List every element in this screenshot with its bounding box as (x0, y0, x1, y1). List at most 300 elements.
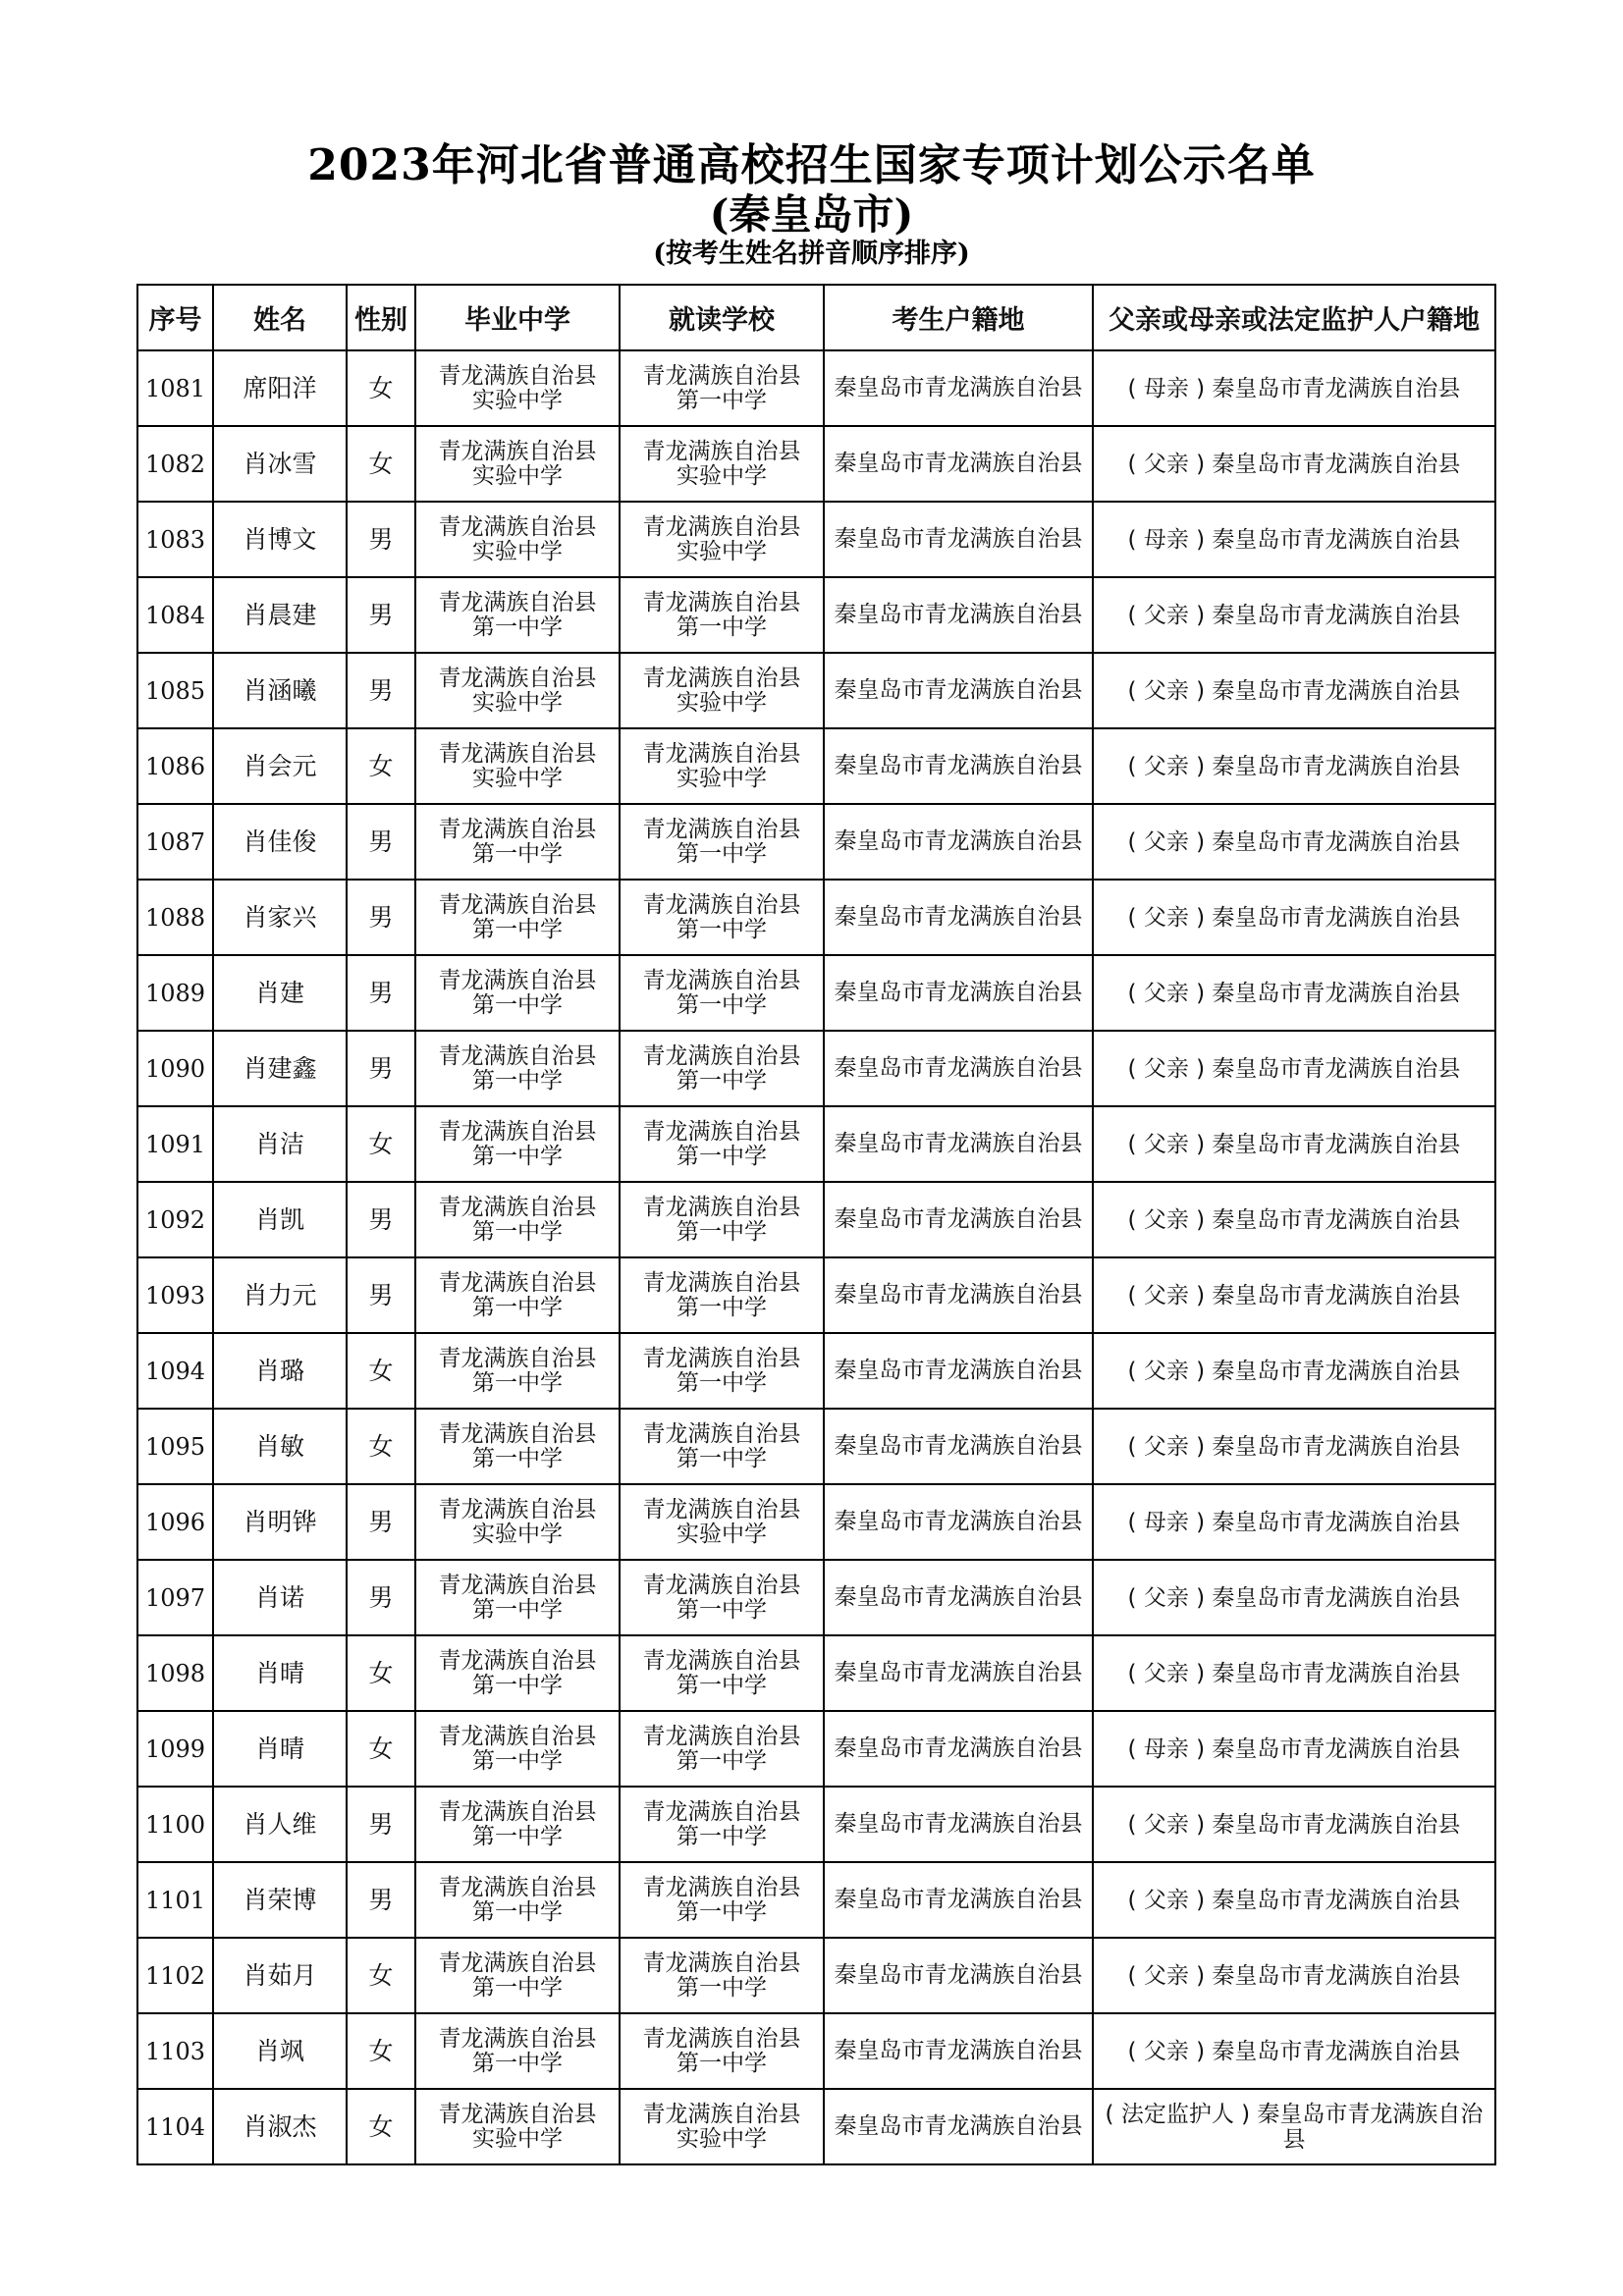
cell-no: 1094 (137, 1333, 213, 1409)
cell-current-school-line-2: 第一中学 (676, 1672, 767, 1698)
cell-graduation-school (415, 1333, 620, 1409)
cell-no: 1093 (137, 1257, 213, 1333)
table-row (137, 502, 1495, 577)
cell-current-school-line-2: 第一中学 (676, 1294, 767, 1320)
cell-current-school-line-2: 实验中学 (676, 765, 767, 791)
cell-graduation-school-line-1: 青龙满族自治县 (438, 589, 597, 615)
cell-student-household: 秦皇岛市青龙满族自治县 (824, 577, 1093, 653)
table-row (137, 1106, 1495, 1182)
cell-sex: 男 (347, 1031, 415, 1106)
cell-current-school-line-2: 第一中学 (676, 1596, 767, 1623)
cell-current-school-line-2: 第一中学 (676, 1898, 767, 1925)
cell-sex: 男 (347, 653, 415, 728)
cell-graduation-school (415, 426, 620, 502)
cell-parent-household: ( 父亲 ) 秦皇岛市青龙满族自治县 (1093, 426, 1495, 502)
cell-no: 1085 (137, 653, 213, 728)
cell-sex: 女 (347, 1106, 415, 1182)
cell-current-school-line-2: 第一中学 (676, 1747, 767, 1774)
cell-graduation-school-line-1: 青龙满族自治县 (438, 740, 597, 767)
cell-current-school-line-2: 第一中学 (676, 1369, 767, 1396)
cell-parent-household: ( 母亲 ) 秦皇岛市青龙满族自治县 (1093, 502, 1495, 577)
cell-no: 1095 (137, 1409, 213, 1484)
cell-graduation-school-line-2: 第一中学 (472, 1067, 563, 1094)
cell-graduation-school-line-2: 实验中学 (472, 2125, 563, 2152)
cell-current-school-line-1: 青龙满族自治县 (642, 1042, 801, 1069)
cell-current-school-line-2: 第一中学 (676, 916, 767, 942)
cell-current-school-line-1: 青龙满族自治县 (642, 1572, 801, 1598)
cell-no: 1087 (137, 804, 213, 880)
cell-current-school (620, 2013, 824, 2089)
header-parent-household: 父亲或母亲或法定监护人户籍地 (1093, 285, 1495, 350)
table-row (137, 1333, 1495, 1409)
cell-graduation-school-line-1: 青龙满族自治县 (438, 1496, 597, 1522)
cell-student-household: 秦皇岛市青龙满族自治县 (824, 1484, 1093, 1560)
cell-current-school-line-1: 青龙满族自治县 (642, 2101, 801, 2127)
cell-current-school-line-2: 第一中学 (676, 614, 767, 640)
cell-parent-household: ( 父亲 ) 秦皇岛市青龙满族自治县 (1093, 955, 1495, 1031)
cell-graduation-school-line-2: 第一中学 (472, 1898, 563, 1925)
cell-name: 肖璐 (213, 1333, 347, 1409)
cell-name: 肖荣博 (213, 1862, 347, 1938)
cell-name: 肖佳俊 (213, 804, 347, 880)
cell-parent-household: ( 母亲 ) 秦皇岛市青龙满族自治县 (1093, 350, 1495, 426)
cell-graduation-school-line-2: 第一中学 (472, 1596, 563, 1623)
cell-current-school-line-1: 青龙满族自治县 (642, 1269, 801, 1296)
cell-current-school-line-2: 第一中学 (676, 840, 767, 867)
cell-current-school (620, 1333, 824, 1409)
cell-parent-household: ( 父亲 ) 秦皇岛市青龙满族自治县 (1093, 1787, 1495, 1862)
cell-sex: 男 (347, 1257, 415, 1333)
cell-parent-household: ( 母亲 ) 秦皇岛市青龙满族自治县 (1093, 1484, 1495, 1560)
header-graduation-school: 毕业中学 (415, 285, 620, 350)
cell-graduation-school-line-1: 青龙满族自治县 (438, 891, 597, 918)
cell-student-household: 秦皇岛市青龙满族自治县 (824, 728, 1093, 804)
cell-graduation-school-line-1: 青龙满族自治县 (438, 1420, 597, 1447)
table-row (137, 2089, 1495, 2164)
cell-graduation-school-line-2: 实验中学 (472, 1521, 563, 1547)
cell-graduation-school (415, 502, 620, 577)
cell-parent-household: ( 父亲 ) 秦皇岛市青龙满族自治县 (1093, 1409, 1495, 1484)
cell-current-school-line-2: 第一中学 (676, 387, 767, 413)
cell-no: 1082 (137, 426, 213, 502)
cell-sex: 女 (347, 1635, 415, 1711)
cell-student-household: 秦皇岛市青龙满族自治县 (824, 880, 1093, 955)
cell-student-household: 秦皇岛市青龙满族自治县 (824, 1560, 1093, 1635)
cell-graduation-school-line-1: 青龙满族自治县 (438, 967, 597, 993)
cell-current-school (620, 1484, 824, 1560)
cell-no: 1090 (137, 1031, 213, 1106)
cell-sex: 女 (347, 1711, 415, 1787)
document-title: 2023年河北省普通高校招生国家专项计划公示名单 (307, 140, 1316, 190)
cell-parent-household: ( 法定监护人 ) 秦皇岛市青龙满族自治县 (1093, 2089, 1495, 2164)
cell-current-school (620, 955, 824, 1031)
cell-graduation-school (415, 880, 620, 955)
cell-no: 1086 (137, 728, 213, 804)
cell-graduation-school-line-2: 第一中学 (472, 2050, 563, 2076)
cell-no: 1088 (137, 880, 213, 955)
cell-graduation-school (415, 1484, 620, 1560)
cell-no: 1101 (137, 1862, 213, 1938)
cell-graduation-school-line-1: 青龙满族自治县 (438, 1572, 597, 1598)
cell-current-school (620, 1409, 824, 1484)
cell-parent-household: ( 父亲 ) 秦皇岛市青龙满族自治县 (1093, 728, 1495, 804)
cell-current-school (620, 653, 824, 728)
cell-parent-household: ( 父亲 ) 秦皇岛市青龙满族自治县 (1093, 1182, 1495, 1257)
cell-graduation-school-line-2: 第一中学 (472, 840, 563, 867)
cell-current-school-line-1: 青龙满族自治县 (642, 665, 801, 691)
cell-parent-household: ( 父亲 ) 秦皇岛市青龙满族自治县 (1093, 1106, 1495, 1182)
cell-current-school-line-1: 青龙满族自治县 (642, 1798, 801, 1825)
cell-current-school (620, 1938, 824, 2013)
cell-no: 1099 (137, 1711, 213, 1787)
cell-name: 肖洁 (213, 1106, 347, 1182)
header-name: 姓名 (213, 285, 347, 350)
cell-sex: 男 (347, 804, 415, 880)
cell-parent-household: ( 父亲 ) 秦皇岛市青龙满族自治县 (1093, 1333, 1495, 1409)
cell-graduation-school-line-1: 青龙满族自治县 (438, 1798, 597, 1825)
cell-student-household: 秦皇岛市青龙满族自治县 (824, 804, 1093, 880)
cell-name: 肖凯 (213, 1182, 347, 1257)
table-row (137, 1862, 1495, 1938)
cell-sex: 女 (347, 350, 415, 426)
cell-sex: 男 (347, 1862, 415, 1938)
cell-current-school (620, 1711, 824, 1787)
table-row (137, 1484, 1495, 1560)
table-row (137, 653, 1495, 728)
table-row (137, 1182, 1495, 1257)
student-list-table (136, 284, 1496, 2165)
cell-current-school-line-2: 第一中学 (676, 991, 767, 1018)
cell-sex: 男 (347, 577, 415, 653)
cell-parent-household: ( 父亲 ) 秦皇岛市青龙满族自治县 (1093, 1257, 1495, 1333)
table-row (137, 1938, 1495, 2013)
table-row (137, 350, 1495, 426)
cell-name: 肖茹月 (213, 1938, 347, 2013)
cell-current-school-line-2: 实验中学 (676, 462, 767, 489)
cell-sex: 男 (347, 1787, 415, 1862)
cell-student-household: 秦皇岛市青龙满族自治县 (824, 1106, 1093, 1182)
cell-no: 1102 (137, 1938, 213, 2013)
cell-name: 肖家兴 (213, 880, 347, 955)
cell-no: 1089 (137, 955, 213, 1031)
cell-sex: 女 (347, 728, 415, 804)
cell-name: 肖冰雪 (213, 426, 347, 502)
cell-current-school-line-1: 青龙满族自治县 (642, 1949, 801, 1976)
cell-current-school-line-2: 第一中学 (676, 1974, 767, 2001)
cell-current-school (620, 1182, 824, 1257)
table-row (137, 2013, 1495, 2089)
cell-graduation-school-line-2: 实验中学 (472, 689, 563, 716)
cell-no: 1084 (137, 577, 213, 653)
cell-graduation-school-line-1: 青龙满族自治县 (438, 1194, 597, 1220)
table-row (137, 1409, 1495, 1484)
cell-graduation-school (415, 653, 620, 728)
cell-student-household: 秦皇岛市青龙满族自治县 (824, 2013, 1093, 2089)
cell-parent-household: ( 父亲 ) 秦皇岛市青龙满族自治县 (1093, 1560, 1495, 1635)
cell-graduation-school-line-2: 第一中学 (472, 614, 563, 640)
cell-graduation-school-line-2: 第一中学 (472, 1672, 563, 1698)
cell-current-school (620, 1787, 824, 1862)
cell-graduation-school-line-1: 青龙满族自治县 (438, 1874, 597, 1900)
cell-graduation-school (415, 1182, 620, 1257)
cell-graduation-school-line-1: 青龙满族自治县 (438, 665, 597, 691)
cell-graduation-school (415, 1938, 620, 2013)
header-sex: 性别 (347, 285, 415, 350)
cell-graduation-school (415, 577, 620, 653)
cell-current-school (620, 728, 824, 804)
cell-current-school-line-2: 第一中学 (676, 1218, 767, 1245)
cell-name: 肖飒 (213, 2013, 347, 2089)
cell-current-school-line-2: 第一中学 (676, 1143, 767, 1169)
cell-graduation-school (415, 955, 620, 1031)
cell-no: 1098 (137, 1635, 213, 1711)
cell-student-household: 秦皇岛市青龙满族自治县 (824, 653, 1093, 728)
cell-graduation-school-line-1: 青龙满族自治县 (438, 1345, 597, 1371)
cell-current-school (620, 1031, 824, 1106)
cell-current-school (620, 1560, 824, 1635)
table-row (137, 1635, 1495, 1711)
cell-student-household: 秦皇岛市青龙满族自治县 (824, 2089, 1093, 2164)
cell-current-school (620, 502, 824, 577)
cell-graduation-school-line-2: 实验中学 (472, 387, 563, 413)
table-row (137, 804, 1495, 880)
header-student-household: 考生户籍地 (824, 285, 1093, 350)
cell-student-household: 秦皇岛市青龙满族自治县 (824, 1787, 1093, 1862)
cell-graduation-school-line-1: 青龙满族自治县 (438, 1647, 597, 1674)
table-row (137, 1787, 1495, 1862)
cell-sex: 女 (347, 426, 415, 502)
cell-student-household: 秦皇岛市青龙满族自治县 (824, 350, 1093, 426)
cell-sex: 女 (347, 2089, 415, 2164)
cell-name: 肖晨建 (213, 577, 347, 653)
cell-current-school-line-2: 实验中学 (676, 1521, 767, 1547)
cell-current-school-line-1: 青龙满族自治县 (642, 816, 801, 842)
cell-parent-household: ( 父亲 ) 秦皇岛市青龙满族自治县 (1093, 880, 1495, 955)
cell-graduation-school (415, 1106, 620, 1182)
cell-parent-household: ( 母亲 ) 秦皇岛市青龙满族自治县 (1093, 1711, 1495, 1787)
cell-graduation-school-line-1: 青龙满族自治县 (438, 1269, 597, 1296)
cell-sex: 男 (347, 1560, 415, 1635)
cell-no: 1092 (137, 1182, 213, 1257)
cell-graduation-school-line-2: 第一中学 (472, 991, 563, 1018)
document-subtitle-city: (秦皇岛市) (709, 190, 914, 239)
cell-graduation-school (415, 1560, 620, 1635)
cell-graduation-school-line-2: 第一中学 (472, 1143, 563, 1169)
cell-student-household: 秦皇岛市青龙满族自治县 (824, 426, 1093, 502)
cell-name: 肖博文 (213, 502, 347, 577)
cell-name: 肖明铧 (213, 1484, 347, 1560)
cell-current-school-line-1: 青龙满族自治县 (642, 1496, 801, 1522)
cell-graduation-school-line-2: 第一中学 (472, 1823, 563, 1849)
cell-current-school-line-2: 实验中学 (676, 2125, 767, 2152)
cell-sex: 女 (347, 2013, 415, 2089)
cell-current-school (620, 350, 824, 426)
cell-graduation-school-line-2: 第一中学 (472, 1369, 563, 1396)
cell-graduation-school-line-1: 青龙满族自治县 (438, 438, 597, 464)
cell-current-school-line-1: 青龙满族自治县 (642, 1647, 801, 1674)
cell-current-school (620, 1106, 824, 1182)
cell-current-school-line-2: 第一中学 (676, 1067, 767, 1094)
cell-graduation-school (415, 1031, 620, 1106)
cell-graduation-school (415, 350, 620, 426)
cell-graduation-school-line-1: 青龙满族自治县 (438, 513, 597, 540)
cell-graduation-school (415, 1862, 620, 1938)
cell-no: 1097 (137, 1560, 213, 1635)
cell-parent-household: ( 父亲 ) 秦皇岛市青龙满族自治县 (1093, 1031, 1495, 1106)
cell-name: 肖涵曦 (213, 653, 347, 728)
cell-student-household: 秦皇岛市青龙满族自治县 (824, 1182, 1093, 1257)
cell-current-school (620, 426, 824, 502)
cell-graduation-school-line-1: 青龙满族自治县 (438, 816, 597, 842)
cell-current-school-line-1: 青龙满族自治县 (642, 891, 801, 918)
table-header-row (137, 285, 1495, 350)
table-row (137, 577, 1495, 653)
cell-parent-household: ( 父亲 ) 秦皇岛市青龙满族自治县 (1093, 804, 1495, 880)
cell-graduation-school-line-2: 实验中学 (472, 462, 563, 489)
cell-current-school (620, 1635, 824, 1711)
cell-graduation-school (415, 728, 620, 804)
cell-student-household: 秦皇岛市青龙满族自治县 (824, 1333, 1093, 1409)
cell-graduation-school-line-1: 青龙满族自治县 (438, 1042, 597, 1069)
cell-current-school (620, 1257, 824, 1333)
cell-current-school-line-1: 青龙满族自治县 (642, 1420, 801, 1447)
cell-current-school-line-1: 青龙满族自治县 (642, 1874, 801, 1900)
cell-student-household: 秦皇岛市青龙满族自治县 (824, 1862, 1093, 1938)
cell-graduation-school-line-2: 第一中学 (472, 1445, 563, 1471)
cell-current-school (620, 577, 824, 653)
cell-name: 肖力元 (213, 1257, 347, 1333)
cell-current-school-line-2: 第一中学 (676, 2050, 767, 2076)
cell-name: 肖建鑫 (213, 1031, 347, 1106)
cell-graduation-school-line-2: 实验中学 (472, 538, 563, 564)
header-current-school: 就读学校 (620, 285, 824, 350)
cell-sex: 男 (347, 955, 415, 1031)
cell-graduation-school-line-1: 青龙满族自治县 (438, 1949, 597, 1976)
cell-student-household: 秦皇岛市青龙满族自治县 (824, 1409, 1093, 1484)
cell-graduation-school (415, 1409, 620, 1484)
cell-graduation-school-line-1: 青龙满族自治县 (438, 362, 597, 389)
table-row (137, 880, 1495, 955)
cell-name: 肖建 (213, 955, 347, 1031)
cell-parent-household: ( 父亲 ) 秦皇岛市青龙满族自治县 (1093, 653, 1495, 728)
cell-sex: 男 (347, 880, 415, 955)
cell-current-school-line-2: 实验中学 (676, 538, 767, 564)
cell-current-school-line-1: 青龙满族自治县 (642, 1345, 801, 1371)
cell-sex: 男 (347, 502, 415, 577)
cell-student-household: 秦皇岛市青龙满族自治县 (824, 1635, 1093, 1711)
cell-no: 1104 (137, 2089, 213, 2164)
cell-current-school-line-1: 青龙满族自治县 (642, 438, 801, 464)
cell-name: 肖晴 (213, 1635, 347, 1711)
cell-current-school-line-1: 青龙满族自治县 (642, 967, 801, 993)
cell-current-school-line-2: 第一中学 (676, 1823, 767, 1849)
cell-parent-household: ( 父亲 ) 秦皇岛市青龙满族自治县 (1093, 1862, 1495, 1938)
table-row (137, 955, 1495, 1031)
cell-parent-household: ( 父亲 ) 秦皇岛市青龙满族自治县 (1093, 577, 1495, 653)
cell-name: 肖诺 (213, 1560, 347, 1635)
cell-graduation-school-line-2: 第一中学 (472, 1747, 563, 1774)
cell-current-school-line-1: 青龙满族自治县 (642, 513, 801, 540)
cell-sex: 男 (347, 1484, 415, 1560)
cell-current-school-line-1: 青龙满族自治县 (642, 1194, 801, 1220)
cell-name: 肖会元 (213, 728, 347, 804)
cell-name: 肖晴 (213, 1711, 347, 1787)
cell-sex: 女 (347, 1333, 415, 1409)
cell-graduation-school (415, 804, 620, 880)
cell-sex: 男 (347, 1182, 415, 1257)
cell-sex: 女 (347, 1409, 415, 1484)
table-row (137, 426, 1495, 502)
cell-current-school-line-1: 青龙满族自治县 (642, 362, 801, 389)
cell-parent-household: ( 父亲 ) 秦皇岛市青龙满族自治县 (1093, 1938, 1495, 2013)
cell-graduation-school (415, 2013, 620, 2089)
cell-current-school-line-1: 青龙满族自治县 (642, 589, 801, 615)
table-row (137, 1711, 1495, 1787)
cell-graduation-school-line-2: 实验中学 (472, 765, 563, 791)
cell-student-household: 秦皇岛市青龙满族自治县 (824, 502, 1093, 577)
cell-student-household: 秦皇岛市青龙满族自治县 (824, 955, 1093, 1031)
cell-no: 1096 (137, 1484, 213, 1560)
cell-graduation-school-line-2: 第一中学 (472, 1294, 563, 1320)
cell-no: 1081 (137, 350, 213, 426)
cell-current-school (620, 880, 824, 955)
cell-name: 肖淑杰 (213, 2089, 347, 2164)
cell-graduation-school (415, 1711, 620, 1787)
cell-student-household: 秦皇岛市青龙满族自治县 (824, 1938, 1093, 2013)
cell-current-school-line-1: 青龙满族自治县 (642, 2025, 801, 2052)
table-row (137, 1031, 1495, 1106)
cell-current-school-line-1: 青龙满族自治县 (642, 1723, 801, 1749)
table-row (137, 1257, 1495, 1333)
document-sort-note: (按考生姓名拼音顺序排序) (653, 239, 970, 269)
cell-name: 肖敏 (213, 1409, 347, 1484)
cell-no: 1083 (137, 502, 213, 577)
cell-current-school (620, 2089, 824, 2164)
cell-graduation-school (415, 2089, 620, 2164)
cell-current-school-line-2: 实验中学 (676, 689, 767, 716)
cell-graduation-school-line-1: 青龙满族自治县 (438, 2101, 597, 2127)
cell-current-school-line-1: 青龙满族自治县 (642, 1118, 801, 1145)
cell-graduation-school (415, 1787, 620, 1862)
cell-graduation-school-line-2: 第一中学 (472, 916, 563, 942)
cell-graduation-school (415, 1635, 620, 1711)
cell-no: 1091 (137, 1106, 213, 1182)
cell-student-household: 秦皇岛市青龙满族自治县 (824, 1257, 1093, 1333)
cell-no: 1103 (137, 2013, 213, 2089)
cell-name: 席阳洋 (213, 350, 347, 426)
cell-student-household: 秦皇岛市青龙满族自治县 (824, 1031, 1093, 1106)
cell-name: 肖人维 (213, 1787, 347, 1862)
cell-parent-household: ( 父亲 ) 秦皇岛市青龙满族自治县 (1093, 2013, 1495, 2089)
cell-current-school-line-1: 青龙满族自治县 (642, 740, 801, 767)
cell-current-school-line-2: 第一中学 (676, 1445, 767, 1471)
cell-current-school (620, 1862, 824, 1938)
table-row (137, 728, 1495, 804)
cell-current-school (620, 804, 824, 880)
cell-sex: 女 (347, 1938, 415, 2013)
header-no: 序号 (137, 285, 213, 350)
cell-parent-household: ( 父亲 ) 秦皇岛市青龙满族自治县 (1093, 1635, 1495, 1711)
cell-graduation-school-line-1: 青龙满族自治县 (438, 1118, 597, 1145)
cell-no: 1100 (137, 1787, 213, 1862)
cell-graduation-school-line-1: 青龙满族自治县 (438, 1723, 597, 1749)
cell-graduation-school-line-2: 第一中学 (472, 1974, 563, 2001)
cell-graduation-school-line-2: 第一中学 (472, 1218, 563, 1245)
cell-graduation-school-line-1: 青龙满族自治县 (438, 2025, 597, 2052)
cell-graduation-school (415, 1257, 620, 1333)
cell-student-household: 秦皇岛市青龙满族自治县 (824, 1711, 1093, 1787)
table-row (137, 1560, 1495, 1635)
